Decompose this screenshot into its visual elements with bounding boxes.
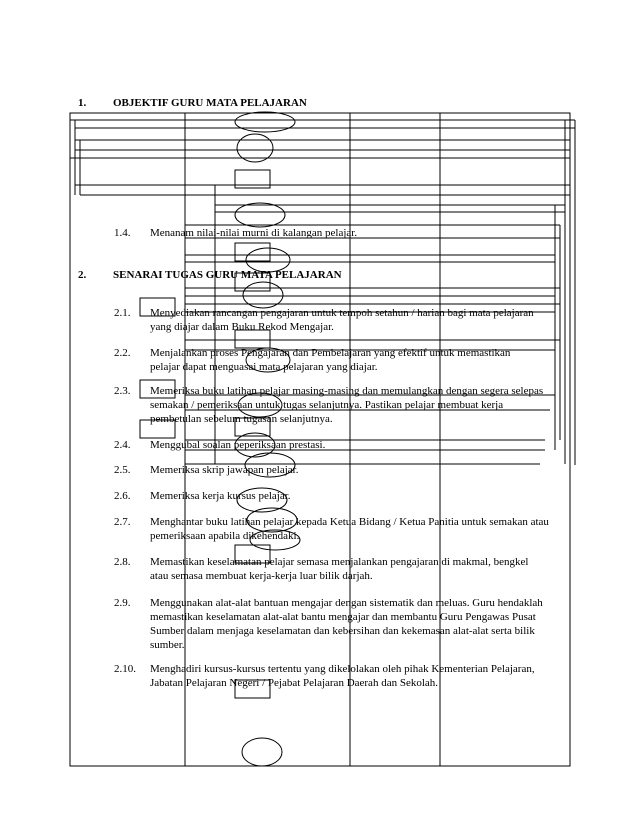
item-2-10-line1: Menghadiri kursus-kursus tertentu yang dikelolakan oleh pihak Kementerian Pelajaran, [150, 663, 535, 675]
item-2-3-line3: pembetulan sebelum tugasan selanjutnya. [150, 413, 333, 425]
item-2-3-line1: Memeriksa buku latihan pelajar masing-masing dan memulangkan dengan segera selepas [150, 385, 544, 397]
item-1-4-text: Menanam nilai-nilai murni di kalangan pelajar. [150, 227, 358, 239]
item-2-2-line1: Menjalankan proses Pengajaran dan Pembelajaran yang efektif untuk memastikan [150, 347, 511, 359]
item-2-2-number: 2.2. [114, 347, 131, 359]
item-2-5-line1: Memeriksa skrip jawapan pelajar. [150, 464, 299, 476]
item-2-8-number: 2.8. [114, 556, 131, 568]
section2-heading: SENARAI TUGAS GURU MATA PELAJARAN [113, 269, 342, 281]
item-2-9-line4: sumber. [150, 639, 185, 651]
item-2-10-number: 2.10. [114, 663, 136, 675]
item-2-2-line2: pelajar dapat menguasai mata pelajaran yang diajar. [150, 361, 378, 373]
section2-number: 2. [78, 269, 87, 281]
item-2-9-line2: memastikan keselamatan alat-alat bantu mengajar dan membantu Guru Pengawas Pusat [150, 611, 536, 623]
item-2-9-line3: Sumber dalam menjaga keselamatan dan kebersihan dan kekemasan alat-alat serta bilik [150, 625, 535, 637]
item-2-7-line2: pemeriksaan apabila dikehendaki. [150, 530, 300, 542]
item-2-6-line1: Memeriksa kerja kursus pelajar. [150, 490, 291, 502]
item-2-5-number: 2.5. [114, 464, 131, 476]
item-2-4-number: 2.4. [114, 439, 131, 451]
item-2-3-line2: semakan / pemeriksaan untuk tugas selanjutnya. Pastikan pelajar membuat kerja [150, 399, 504, 411]
item-2-3-number: 2.3. [114, 385, 131, 397]
item-2-4-line1: Menggubal soalan peperiksaan prestasi. [150, 439, 326, 451]
item-2-1-line2: yang diajar dalam Buku Rekod Mengajar. [150, 321, 334, 333]
item-2-8-line2: atau semasa membuat kerja-kerja luar bilik darjah. [150, 570, 373, 582]
item-2-6-number: 2.6. [114, 490, 131, 502]
item-2-7-number: 2.7. [114, 516, 131, 528]
item-2-9-number: 2.9. [114, 597, 131, 609]
item-2-1-number: 2.1. [114, 307, 131, 319]
section1-heading: OBJEKTIF GURU MATA PELAJARAN [113, 97, 307, 109]
item-2-7-line1: Menghantar buku latihan pelajar kepada Ketua Bidang / Ketua Panitia untuk semakan atau [150, 516, 549, 528]
section1-number: 1. [78, 97, 87, 109]
item-1-4-number: 1.4. [114, 227, 131, 239]
item-2-8-line1: Memastikan keselamatan pelajar semasa menjalankan pengajaran di makmal, bengkel [150, 556, 529, 568]
item-2-9-line1: Menggunakan alat-alat bantuan mengajar dengan sistematik dan meluas. Guru hendaklah [150, 597, 543, 609]
item-2-1-line1: Menyediakan rancangan pengajaran untuk tempoh setahun / harian bagi mata pelajaran [150, 307, 534, 319]
item-2-10-line2: Jabatan Pelajaran Negeri / Pejabat Pelajaran Daerah dan Sekolah. [150, 677, 439, 689]
